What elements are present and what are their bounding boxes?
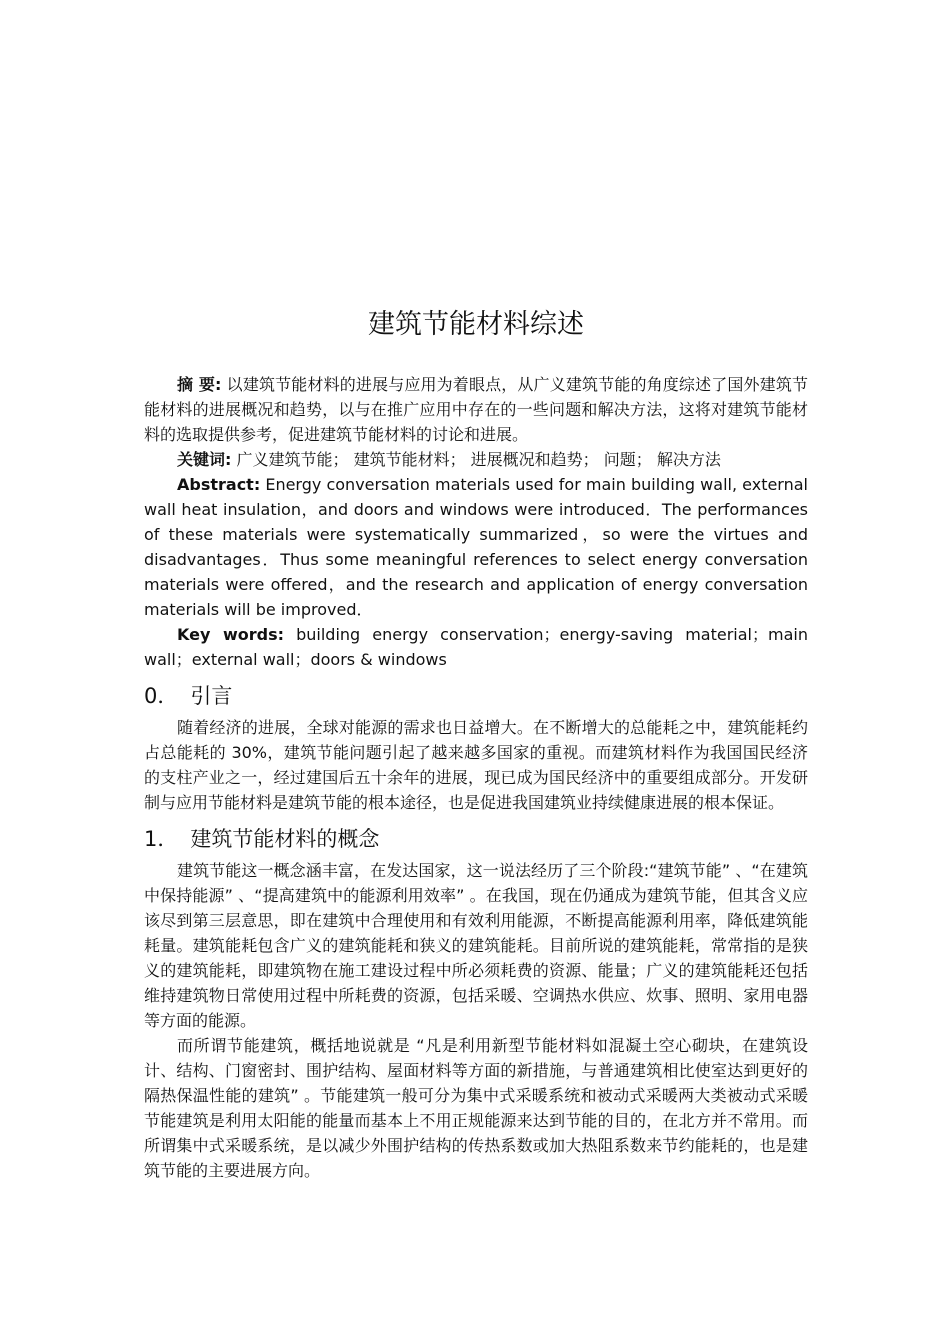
abstract-cn-text: 以建筑节能材料的进展与应用为着眼点，从广义建筑节能的角度综述了国外建筑节能材料的进展概况和趋势，以与在推广应用中存在的一些问题和解决方法，这将对建筑节能材料的选取提供参考，促进建筑节能材料的讨论和进展。 bbox=[144, 375, 808, 444]
keywords-en bbox=[144, 622, 808, 672]
abstract-cn-label: 摘 要: bbox=[177, 375, 222, 394]
section-0-heading bbox=[144, 682, 808, 710]
document-page bbox=[144, 300, 808, 1183]
keywords-cn-label: 关键词: bbox=[177, 450, 232, 469]
section-1-heading bbox=[144, 825, 808, 853]
section-0-title: 引言 bbox=[190, 684, 233, 708]
section-1-number: 1． bbox=[144, 827, 179, 851]
keywords-en-label: Key words: bbox=[177, 625, 285, 644]
section-0-number: 0． bbox=[144, 684, 179, 708]
section-1-paragraph: 而所谓节能建筑，概括地说就是 “凡是利用新型节能材料如混凝土空心砌块，在建筑设计、结构、门窗密封、围护结构、屋面材料等方面的新措施，与普通建筑相比使室达到更好的隔热保温性能的建筑” 。节能建筑一般可分为集中式采暖系统和被动式采暖两大类被动式采暖节能建筑是利用太阳能的能量而基本上不用正规能源来达到节能的目的，在北方并不常用。而所谓集中式采暖系统，是以减少外围护结构的传热系数或加大热阻系数来节约能耗的，也是建筑节能的主要进展方向。 bbox=[144, 1036, 808, 1180]
keywords-cn-text: 广义建筑节能； 建筑节能材料； 进展概况和趋势； 问题； 解决方法 bbox=[231, 450, 721, 469]
abstract-en bbox=[144, 472, 808, 622]
keywords-cn bbox=[144, 447, 808, 472]
keywords-en-text: building energy conservation；energy-saving material；main wall；external wall；doors & windows bbox=[144, 625, 808, 669]
document-title: 建筑节能材料综述 bbox=[368, 309, 584, 340]
abstract-en-label: Abstract: bbox=[177, 475, 261, 494]
section-1-title: 建筑节能材料的概念 bbox=[190, 827, 380, 851]
section-0-paragraph: 随着经济的进展，全球对能源的需求也日益增大。在不断增大的总能耗之中，建筑能耗约占总能耗的 30%，建筑节能问题引起了越来越多国家的重视。而建筑材料作为我国国民经济的支柱产业之一，经过建国后五十余年的进展，现已成为国民经济中的重要组成部分。开发研制与应用节能材料是建筑节能的根本途径，也是促进我国建筑业持续健康进展的根本保证。 bbox=[144, 718, 808, 812]
section-1-paragraph: 建筑节能这一概念涵丰富，在发达国家，这一说法经历了三个阶段:“建筑节能” 、“在建筑中保持能源” 、“提高建筑中的能源利用效率” 。在我国，现在仍通成为建筑节能，但其含义应该尽到第三层意思，即在建筑中合理使用和有效利用能源，不断提高能源利用率，降低建筑能耗量。建筑能耗包含广义的建筑能耗和狭义的建筑能耗。目前所说的建筑能耗，常常指的是狭义的建筑能耗，即建筑物在施工建设过程中所必须耗费的资源、能量；广义的建筑能耗还包括维持建筑物日常使用过程中所耗费的资源，包括采暖、空调热水供应、炊事、照明、家用电器等方面的能源。 bbox=[144, 861, 808, 1030]
abstract-cn bbox=[144, 372, 808, 447]
abstract-en-text: Energy conversation materials used for main building wall, external wall heat insulation，and doors and windows were introduced．The performances of these materials were systematically summarized，so were the virtues and disadvantages．Thus some meaningful references to select energy conversation materials were offered，and the research and application of energy conversation materials will be improved． bbox=[144, 475, 808, 619]
